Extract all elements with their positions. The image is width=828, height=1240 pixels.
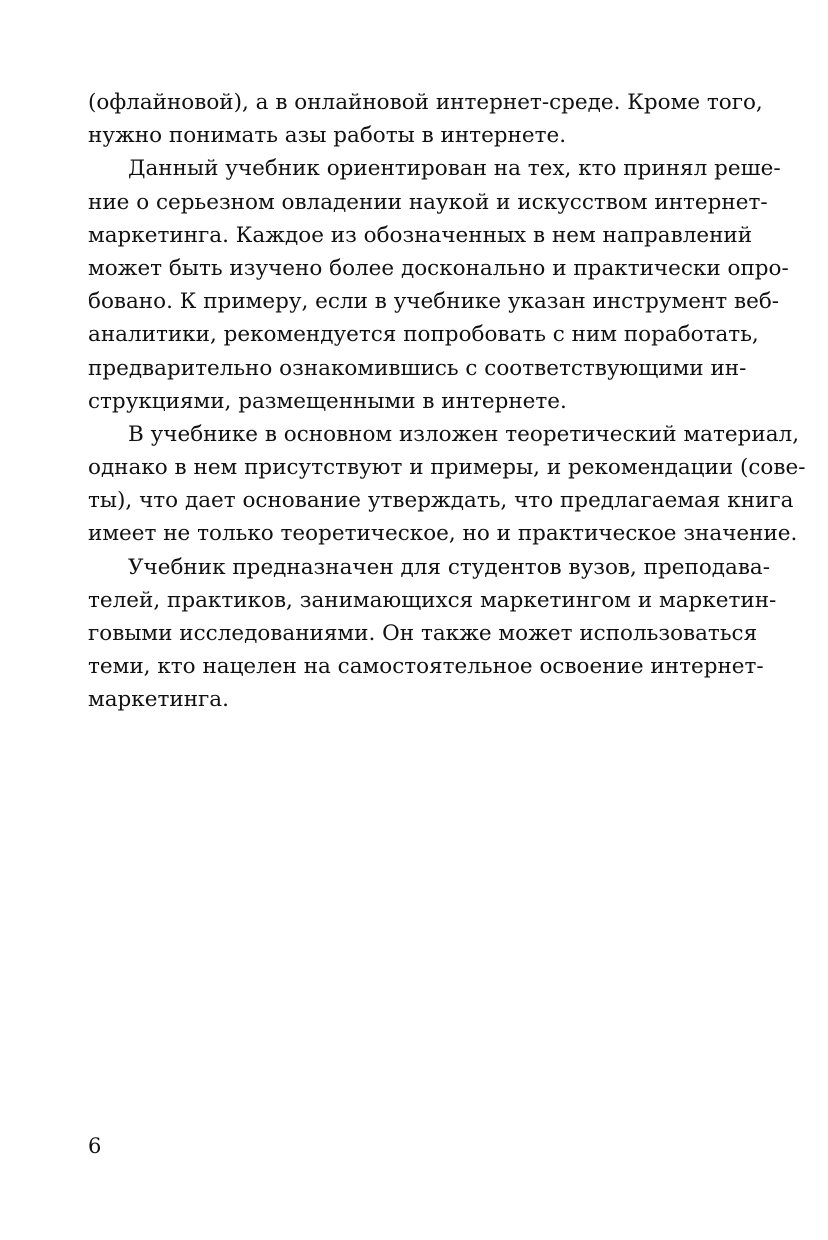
text-line: маркетинга. Каждое из обозначенных в нем направлений <box>88 222 753 248</box>
text-line: нужно понимать азы работы в интернете. <box>88 123 567 149</box>
text-line: Данный учебник ориентирован на тех, кто принял реше- <box>128 156 781 182</box>
text-line: В учебнике в основном изложен теоретический материал, <box>128 421 800 447</box>
text-line: ние о серьезном овладении наукой и искусством интернет- <box>88 189 768 215</box>
text-line: говыми исследованиями. Он также может использоваться <box>88 621 758 646</box>
body-text <box>88 86 806 717</box>
paragraph-2 <box>88 152 789 418</box>
text-line: имеет не только теоретическое, но и практическое значение. <box>88 521 798 547</box>
text-line: может быть изучено более досконально и практически опро- <box>88 255 789 281</box>
paragraph-4 <box>88 551 777 717</box>
text-line: телей, практиков, занимающихся маркетингом и маркетин- <box>88 587 777 613</box>
text-line: ты), что дает основание утверждать, что предлагаемая книга <box>88 488 794 514</box>
paragraph-3 <box>88 418 806 551</box>
text-line: (офлайновой), а в онлайновой интернет-среде. Кроме того, <box>88 90 763 115</box>
text-line: маркетинга. <box>88 687 229 713</box>
text-line: предварительно ознакомившись с соответствующими ин- <box>88 355 747 381</box>
text-line: аналитики, рекомендуется попробовать с ним поработать, <box>88 322 759 348</box>
text-line: Учебник предназначен для студентов вузов, преподава- <box>128 554 771 580</box>
text-line: теми, кто нацелен на самостоятельное освоение интернет- <box>88 654 764 680</box>
page-number: 6 <box>88 1134 102 1158</box>
text-line: однако в нем присутствуют и примеры, и рекомендации (сове- <box>88 455 806 481</box>
text-line: бовано. К примеру, если в учебнике указан инструмент веб- <box>88 289 780 315</box>
paragraph-1 <box>88 86 763 152</box>
text-line: струкциями, размещенными в интернете. <box>88 388 567 414</box>
